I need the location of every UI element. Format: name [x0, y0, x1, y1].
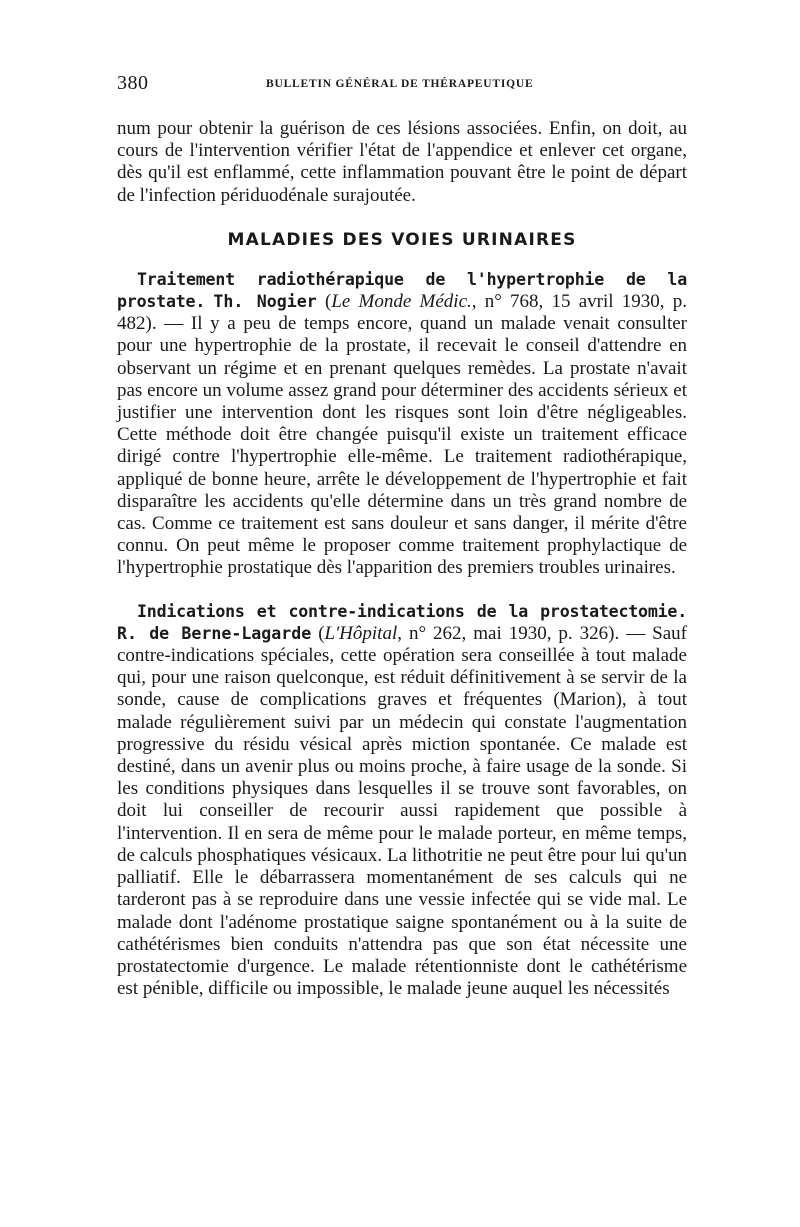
intro-paragraph: num pour obtenir la guérison de ces lésions associées. Enfin, on doit, au cours de l'intervention vérifier l'état de l'appendice et enlever cet organe, dès qu'il est enflammé, cette inflammation pouvant être le point de départ de l'infection périduodénale surajoutée. [117, 118, 687, 206]
entry-1-source-journal: Le Monde Médic. [331, 291, 472, 313]
entry-1 [117, 269, 687, 580]
entry-1-author: Th. Nogier [213, 292, 317, 312]
entry-1-source-details: , n° 768, 15 avril 1930, p. 482). [117, 291, 688, 335]
entry-1-title: Traitement radiothérapique de l'hypertrophie de la prostate. [117, 269, 687, 312]
page-header [117, 72, 687, 102]
entry-2-source-details: , n° 262, mai 1930, p. 326). [397, 622, 620, 644]
page-number: 380 [117, 72, 149, 94]
spacer [117, 580, 687, 601]
entry-2-title: Indications et contre-indications de la prostatectomie. [137, 601, 687, 621]
entry-2-source-journal: L'Hôpital [324, 622, 398, 644]
entry-1-text: — Il y a peu de temps encore, quand un malade venait consulter pour une hypertrophie de la prostate, il recevait le conseil d'attendre en observant un régime et en prenant quelques remèdes. La prostate n'avait pas encore un volume assez grand pour déterminer des accidents sérieux et justifier une intervention dont les risques sont loin d'être négligeables. Cette méthode doit être changée puisqu'il existe un traitement efficace dirigé contre l'hypertrophie elle-même. Le traitement radiothérapique, appliqué de bonne heure, arrête le développement de l'hypertrophie et fait disparaître les accidents qu'elle détermine dans un très grand nombre de cas. Comme ce traitement est sans douleur et sans danger, il mérite d'être connu. On peut même le proposer comme traitement prophylactique de l'hypertrophie prostatique dès l'apparition des premiers troubles urinaires. [117, 313, 687, 579]
section-heading: MALADIES DES VOIES URINAIRES [227, 229, 577, 250]
entry-2-source-open: ( [311, 622, 325, 644]
page-body [117, 118, 687, 1000]
entry-2-text: — Sauf contre-indications spéciales, cette opération sera conseillée à tout malade qui, pour une raison quelconque, est réduit définitivement à se servir de la sonde, cause de complications graves et fréquentes (Marion), à tout malade régulièrement suivi par un médecin qui constate l'augmentation progressive du résidu vésical après miction spontanée. Ce malade est destiné, dans un avenir plus ou moins proche, à faire usage de la sonde. Si les conditions physiques dans lesquelles il se trouve sont favorables, on doit lui conseiller de recourir aussi rapidement que possible à l'intervention. Il en sera de même pour le malade porteur, en même temps, de calculs phosphatiques vésicaux. La lithotritie ne peut être pour lui qu'un palliatif. Elle le débarrassera momentanément de ses calculs qui ne tarderont pas à se reproduire dans une vessie infectée qui se vide mal. Le malade dont l'adénome prostatique saigne spontanément ou à la suite de cathétérismes bien conduits n'attendra pas que son état nécessite une prostatectomie d'urgence. Le malade rétentionniste dont le cathétérisme est pénible, difficile ou impossible, le malade jeune auquel les nécessités [117, 622, 687, 1000]
entry-2-author: R. de Berne-Lagarde [117, 623, 312, 643]
entry-1-source-open: ( [316, 291, 332, 313]
running-title: BULLETIN GÉNÉRAL DE THÉRAPEUTIQUE [266, 78, 534, 90]
entry-2 [117, 601, 687, 1001]
